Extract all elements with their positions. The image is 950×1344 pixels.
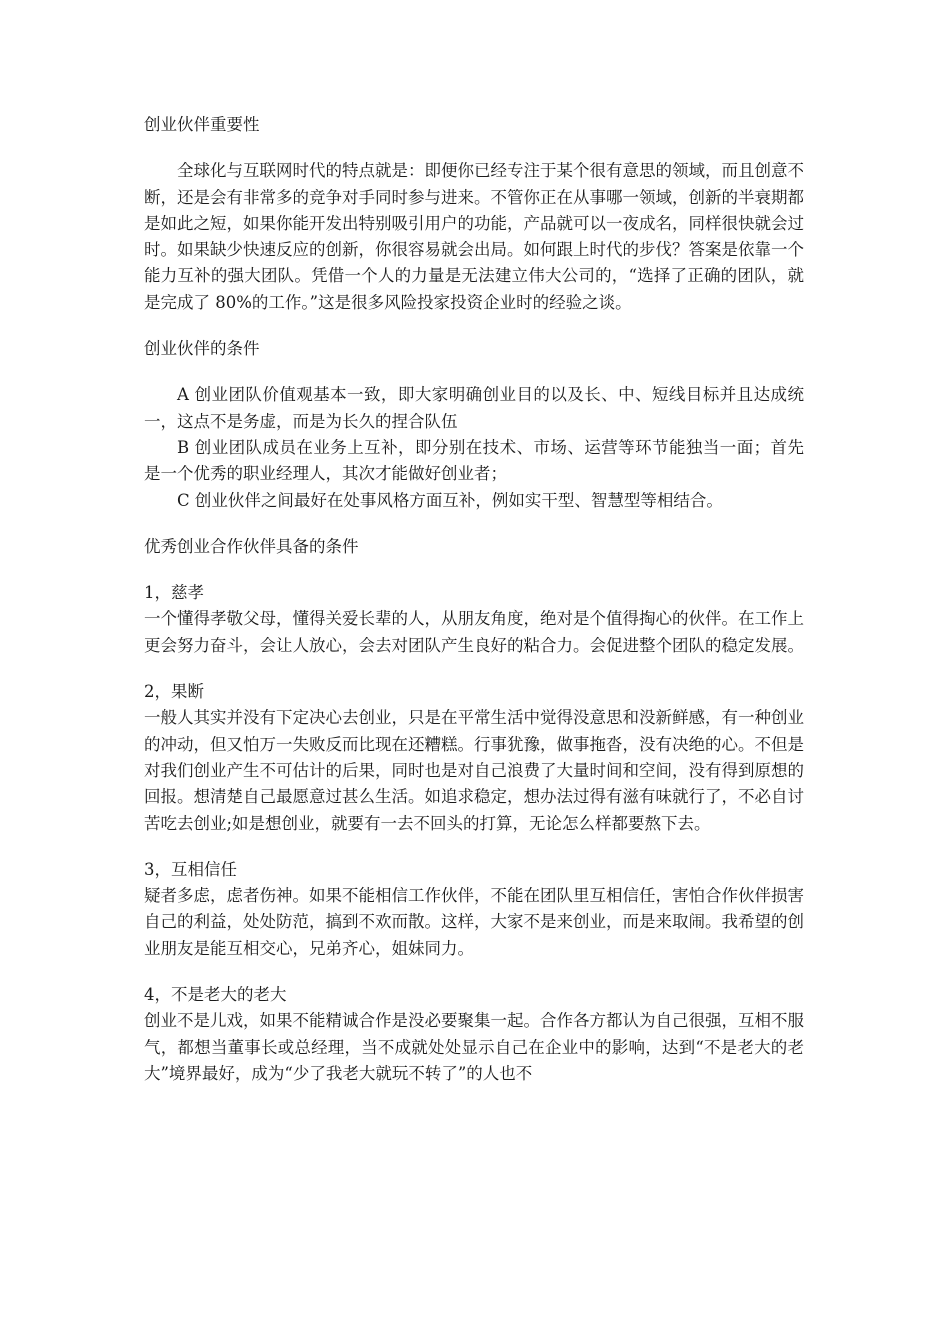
condition-item-b: B 创业团队成员在业务上互补，即分别在技术、市场、运营等环节能独当一面；首先是一个优秀的职业经理人，其次才能做好创业者； [144, 437, 804, 484]
section-heading-conditions: 创业伙伴的条件 [144, 339, 260, 359]
partner-trait-1 [144, 580, 804, 659]
trait-body: 疑者多虑，虑者伤神。如果不能相信工作伙伴，不能在团队里互相信任，害怕合作伙伴损害自己的利益，处处防范，搞到不欢而散。这样，大家不是来创业，而是来取闹。我希望的创业朋友是能互相交心，兄弟齐心，姐妹同力。 [144, 886, 804, 958]
trait-body: 一般人其实并没有下定决心去创业，只是在平常生活中觉得没意思和没新鲜感，有一种创业的冲动，但又怕万一失败反而比现在还糟糕。行事犹豫，做事拖沓，没有决绝的心。不但是对我们创业产生不可估计的后果，同时也是对自己浪费了大量时间和空间，没有得到原想的回报。想清楚自己最愿意过甚么生活。如追求稳定，想办法过得有滋有味就行了，不必自讨苦吃去创业;如是想创业，就要有一去不回头的打算，无论怎么样都要熬下去。 [144, 708, 804, 833]
partner-trait-4 [144, 982, 804, 1087]
document-page [144, 112, 804, 1087]
trait-title: 3，互相信任 [144, 859, 237, 879]
conditions-list [144, 382, 804, 513]
section-heading-excellent-partner: 优秀创业合作伙伴具备的条件 [144, 536, 359, 556]
trait-title: 2，果断 [144, 682, 204, 702]
paragraph-importance: 全球化与互联网时代的特点就是：即便你已经专注于某个很有意思的领域，而且创意不断，还是会有非常多的竞争对手同时参与进来。不管你正在从事哪一领域，创新的半衰期都是如此之短，如果你能开发出特别吸引用户的功能，产品就可以一夜成名，同样很快就会过时。如果缺少快速反应的创新，你很容易就会出局。如何跟上时代的步伐？答案是依靠一个能力互补的强大团队。凭借一个人的力量是无法建立伟大公司的，“选择了正确的团队，就是完成了 80%的工作。”这是很多风险投家投资企业时的经验之谈。 [144, 161, 804, 312]
trait-title: 1，慈孝 [144, 583, 204, 603]
section-heading-importance: 创业伙伴重要性 [144, 115, 260, 134]
trait-body: 一个懂得孝敬父母，懂得关爱长辈的人，从朋友角度，绝对是个值得掏心的伙伴。在工作上更会努力奋斗，会让人放心，会去对团队产生良好的粘合力。会促进整个团队的稳定发展。 [144, 609, 804, 655]
condition-item-a: A 创业团队价值观基本一致，即大家明确创业目的以及长、中、短线目标并且达成统一，这点不是务虚，而是为长久的捏合队伍 [144, 385, 804, 431]
partner-trait-3 [144, 857, 804, 962]
trait-body: 创业不是儿戏，如果不能精诚合作是没必要聚集一起。合作各方都认为自己很强，互相不服气，都想当董事长或总经理，当不成就处处显示自己在企业中的影响，达到“不是老大的老大”境界最好，成为“少了我老大就玩不转了”的人也不 [144, 1011, 804, 1083]
condition-item-c: C 创业伙伴之间最好在处事风格方面互补，例如实干型、智慧型等相结合。 [177, 490, 723, 510]
partner-trait-2 [144, 679, 804, 837]
trait-title: 4，不是老大的老大 [144, 985, 287, 1005]
